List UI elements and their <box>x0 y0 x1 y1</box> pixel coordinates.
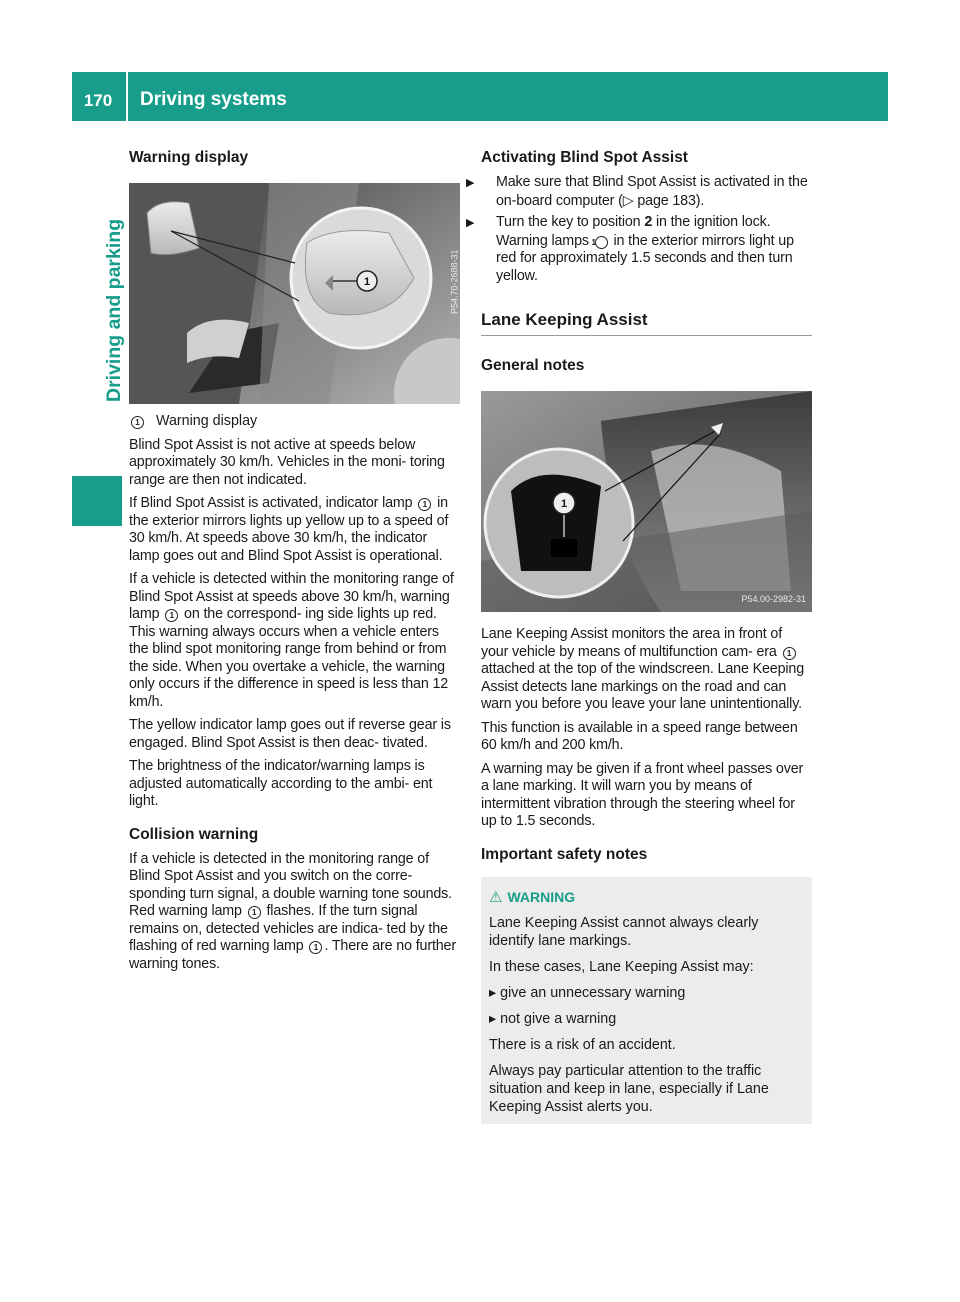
callout-marker: 1 <box>595 236 608 249</box>
mirror-warning-figure <box>129 183 460 404</box>
paragraph <box>129 495 460 565</box>
chapter-tab-marker <box>72 476 122 526</box>
section-title: Driving systems <box>140 89 287 110</box>
bullet-icon: ▸ <box>489 985 501 1001</box>
svg-text:1: 1 <box>363 276 371 288</box>
paragraph: Always pay particular attention to the traffic situation and keep in lane, especially if Lane Keeping Assist alerts you. <box>489 1063 769 1115</box>
instruction-step <box>466 174 812 210</box>
page-header <box>72 72 888 121</box>
text: If a vehicle is detected in the monitoring range of Blind Spot Assist and you switch on the corre- sponding turn signal, a double warning tone sounds. Red warning lamp <box>129 850 453 919</box>
warning-display-heading: Warning display <box>129 149 249 166</box>
text: Turn the key to position <box>496 214 641 230</box>
instruction-step <box>466 214 812 285</box>
activating-heading: Activating Blind Spot Assist <box>481 149 688 166</box>
paragraph <box>129 571 460 711</box>
text: on the correspond- ing side lights up red. This warning always occurs when a vehicle enters the blind spot monitoring range from behind or from the side. When you overtake a vehicle, the warning only occurs if the difference in speed is less than 12 km/h. <box>129 606 449 710</box>
bullet-icon: ▸ <box>489 1011 501 1027</box>
text: Lane Keeping Assist monitors the area in front of your vehicle by means of multifunction cam- era <box>481 626 783 660</box>
chapter-tab-label: Driving and parking <box>103 218 125 402</box>
paragraph <box>481 626 812 714</box>
warning-triangle-icon: ⚠ <box>489 888 503 906</box>
figure-caption <box>129 413 460 431</box>
text: flashes. If the turn signal remains on, detected vehicles are indica- ted by the flashing of red warning lamp <box>129 903 448 954</box>
callout-marker: 1 <box>131 416 144 429</box>
text: in the exterior mirrors lights up yellow up to a speed of 30 km/h. At speeds above 30 km/h, the indicator lamp goes out and Blind Spot Assist is operational. <box>129 495 449 564</box>
safety-notes-heading: Important safety notes <box>481 845 648 863</box>
paragraph <box>129 851 460 974</box>
paragraph: This function is available in a speed range between 60 km/h and 200 km/h. <box>481 719 798 753</box>
text: not give a warning <box>500 1011 617 1027</box>
callout-marker: 1 <box>248 906 261 919</box>
caption-text: Warning display <box>155 413 258 429</box>
callout-marker: 1 <box>309 941 322 954</box>
text: in the exterior mirrors light up red for approximately 1.5 seconds and then turn yellow. <box>496 232 794 284</box>
collision-warning-heading: Collision warning <box>129 825 259 843</box>
warning-label: WARNING <box>507 888 576 905</box>
text: give an unnecessary warning <box>500 985 686 1001</box>
figure-code: P54.00-2982-31 <box>741 593 806 604</box>
list-item <box>489 1010 804 1028</box>
windscreen-illustration <box>481 391 812 612</box>
text: . There are no further warning tones. <box>129 938 456 972</box>
text: Make sure that Blind Spot Assist is activated in the on-board computer ( <box>496 174 808 209</box>
text: attached at the top of the windscreen. Lane Keeping Assist detects lane markings on the road and can warn you before you leave your lane unintentionally. <box>481 661 805 712</box>
mirror-illustration <box>129 183 460 404</box>
page-number: 170 <box>83 91 113 110</box>
left-column <box>129 148 460 979</box>
text: ). <box>695 192 705 209</box>
step-arrow-icon: ▶ <box>466 177 475 189</box>
paragraph: There is a risk of an accident. <box>489 1037 676 1053</box>
key-position: 2 <box>644 214 653 230</box>
list-item <box>489 984 804 1002</box>
callout-marker: 1 <box>783 647 796 660</box>
paragraph: A warning may be given if a front wheel passes over a lane marking. It will warn you by means of intermittent vibration through the steering wheel for up to 1.5 seconds. <box>481 760 804 829</box>
step-arrow-icon: ▶ <box>466 217 475 229</box>
lka-heading: Lane Keeping Assist <box>481 310 648 329</box>
callout-marker: 1 <box>165 609 178 622</box>
callout-marker: 1 <box>560 498 568 510</box>
general-notes-heading: General notes <box>481 357 585 374</box>
lka-section-header <box>481 309 812 336</box>
text: in the ignition lock. Warning lamps <box>496 214 771 249</box>
paragraph: Lane Keeping Assist cannot always clearly identify lane markings. <box>489 915 759 949</box>
text: If a vehicle is detected within the monitoring range of Blind Spot Assist at speeds above 30 km/h, warning lamp <box>129 571 454 622</box>
page-reference-link[interactable]: ▷ page 183 <box>622 192 696 209</box>
paragraph: The yellow indicator lamp goes out if reverse gear is engaged. Blind Spot Assist is then deac- tivated. <box>129 717 451 751</box>
warning-box <box>481 877 812 1125</box>
paragraph: The brightness of the indicator/warning lamps is adjusted automatically according to the ambi- ent light. <box>129 758 433 809</box>
right-column <box>466 148 812 1124</box>
warning-title <box>489 889 804 907</box>
paragraph: Blind Spot Assist is not active at speeds below approximately 30 km/h. Vehicles in the moni- toring range are then not indicated. <box>129 436 445 488</box>
windscreen-camera-figure <box>481 391 812 612</box>
callout-marker: 1 <box>418 498 431 511</box>
figure-code: P54.70-2688-31 <box>449 249 460 315</box>
paragraph: In these cases, Lane Keeping Assist may: <box>489 959 754 975</box>
text: If Blind Spot Assist is activated, indicator lamp <box>129 495 413 511</box>
